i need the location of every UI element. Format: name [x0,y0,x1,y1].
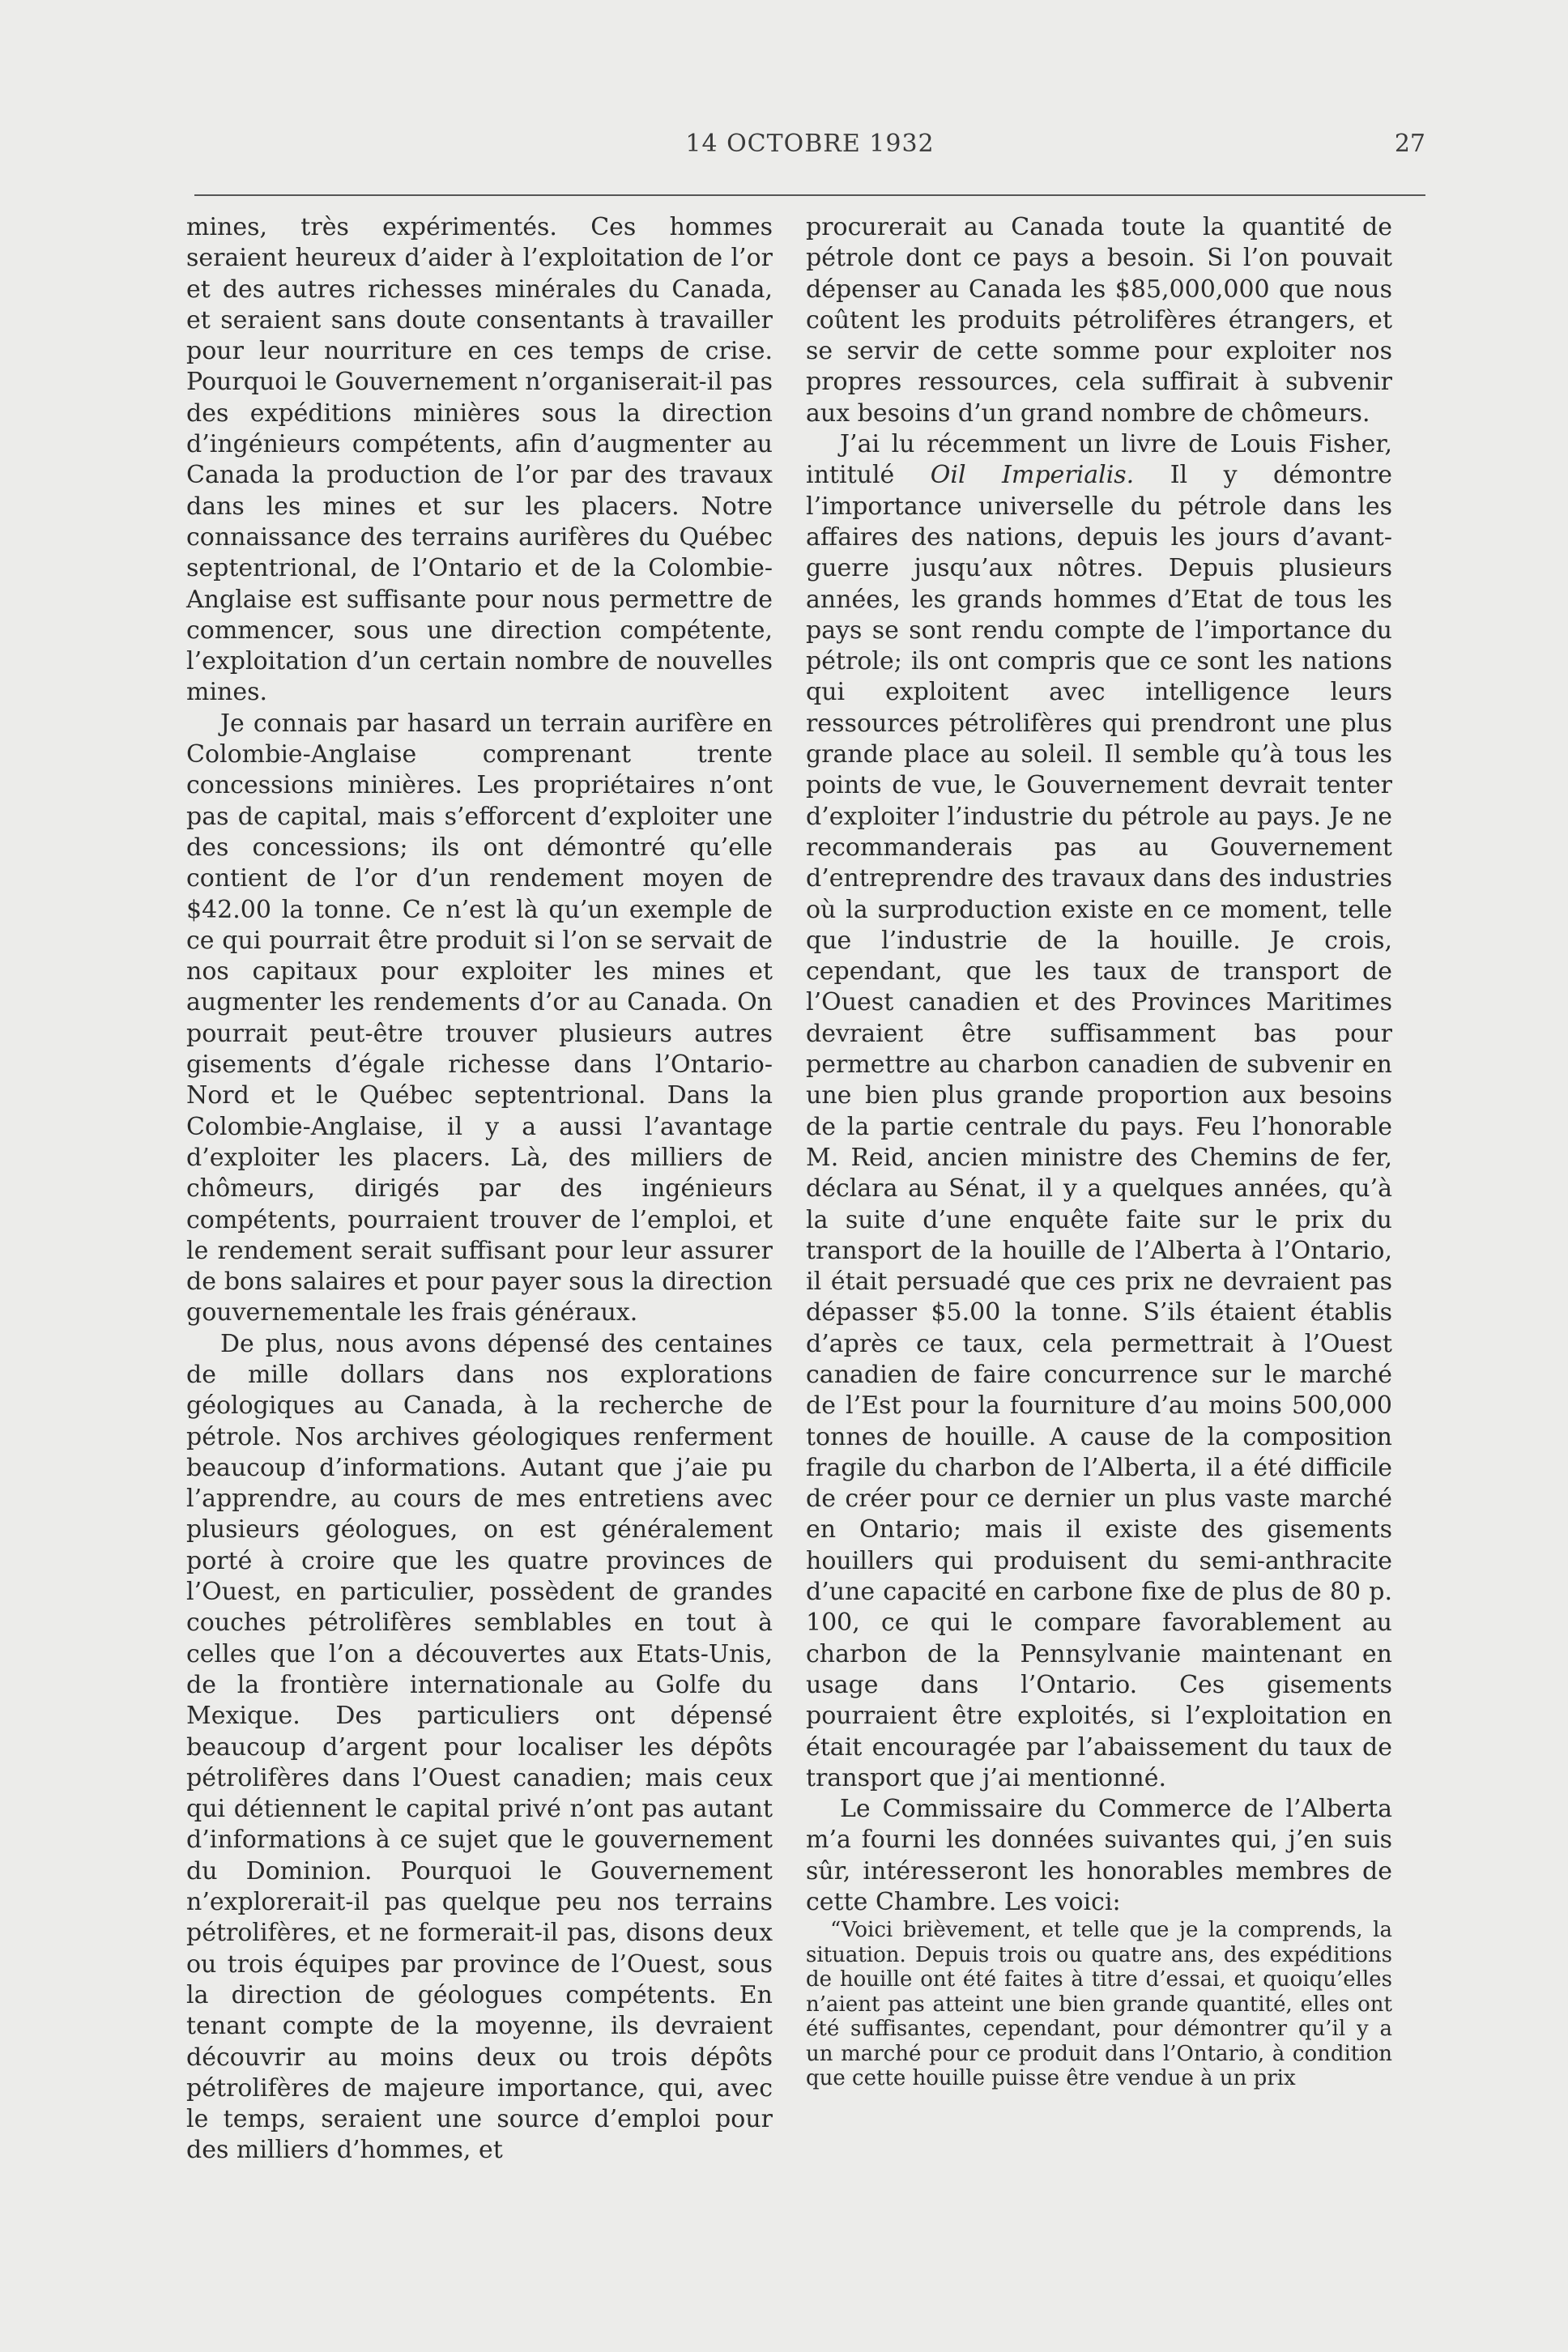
paragraph: Le Commissaire du Commerce de l’Alberta m’a fourni les données suivantes qui, j’en suis sûr, intéresseront les honorables membres de cette Chambre. Les voici: [806,1795,1392,1917]
paragraph-text: J’ai lu récemment un livre de Louis Fisher, intitulé [806,430,1392,490]
page-header [194,130,1425,170]
paragraph: procurerait au Canada toute la quantité de pétrole dont ce pays a besoin. Si l’on pouvait dépenser au Canada les $85,000,000 que nous coûtent les produits pétrolifères étrangers, et se servir de cette somme pour exploiter nos propres ressources, cela suffirait à subvenir aux besoins d’un grand nombre de chômeurs. [806,213,1392,428]
paragraph: mines, très expérimentés. Ces hommes seraient heureux d’aider à l’exploitation de l’or et des autres richesses minérales du Canada, et seraient sans doute consentants à travailler pour leur nourriture en ces temps de crise. Pourquoi le Gouvernement n’organiserait-il pas des expéditions minières sous la direction d’ingénieurs compétents, afin d’augmenter au Canada la production de l’or par des travaux dans les mines et sur les placers. Notre connaissance des terrains aurifères du Québec septentrional, de l’Ontario et de la Colombie-Anglaise est suffisante pour nous permettre de commencer, sous une direction compétente, l’exploitation d’un certain nombre de nouvelles mines. [186,213,773,707]
header-rule [194,194,1425,196]
book-title: Oil Imperialis. [930,461,1135,490]
header-date: 14 OCTOBRE 1932 [685,130,935,158]
paragraph-text: Il y démontre l’importance universelle du pétrole dans les affaires des nations, depuis les jours d’avant-guerre jusqu’aux nôtres. Depuis plusieurs années, les grands hommes d’Etat de tous les pays se sont rendu compte de l’importance du pétrole; ils ont compris que ce sont les nations qui exploitent avec intelligence leurs ressources pétrolifères qui prendront une plus grande place au soleil. Il semble qu’à tous les points de vue, le Gouvernement devrait tenter d’exploiter l’industrie du pétrole au pays. Je ne recommanderais pas au Gouvernement d’entreprendre des travaux dans des industries où la surproduction existe en ce moment, telle que l’industrie de la houille. Je crois, cependant, que les taux de transport de l’Ouest canadien et des Provinces Maritimes devraient être suffisamment bas pour permettre au charbon canadien de subvenir en une bien plus grande proportion aux besoins de la partie centrale du pays. Feu l’honorable M. Reid, ancien ministre des Chemins de fer, déclara au Sénat, il y a quelques années, qu’à la suite d’une enquête faite sur le prix du transport de la houille de l’Alberta à l’Ontario, il était persuadé que ces prix ne devraient pas dépasser $5.00 la tonne. S’ils étaient établis d’après ce taux, cela permettrait à l’Ouest canadien de faire concurrence sur le marché de l’Est pour la fourniture d’au moins 500,000 tonnes de houille. A cause de la composition fragile du charbon de l’Alberta, il a été difficile de créer pour ce dernier un plus vaste marché en Ontario; mais il existe des gisements houillers qui produisent du semi-anthracite d’une capacité en carbone fixe de plus de 80 p. 100, ce qui le compare favorablement au charbon de la Pennsylvanie maintenant en usage dans l’Ontario. Ces gisements pourraient être exploités, si l’exploitation en était encouragée par l’abaissement du taux de transport que j’ai mentionné. [806,461,1392,1792]
paragraph: De plus, nous avons dépensé des centaines de mille dollars dans nos explorations géologiques au Canada, à la recherche de pétrole. Nos archives géologiques renferment beaucoup d’informations. Autant que j’aie pu l’apprendre, au cours de mes entretiens avec plusieurs géologues, on est généralement porté à croire que les quatre provinces de l’Ouest, en particulier, possèdent de grandes couches pétrolifères semblables en tout à celles que l’on a découvertes aux Etats-Unis, de la frontière internationale au Golfe du Mexique. Des particuliers ont dépensé beaucoup d’argent pour localiser les dépôts pétrolifères dans l’Ouest canadien; mais ceux qui détiennent le capital privé n’ont pas autant d’informations à ce sujet que le gouvernement du Dominion. Pourquoi le Gouvernement n’explorerait-il pas quelque peu nos terrains pétrolifères, et ne formerait-il pas, disons deux ou trois équipes par province de l’Ouest, sous la direction de géologues compétents. En tenant compte de la moyenne, ils devraient découvrir au moins deux ou trois dépôts pétrolifères de majeure importance, qui, avec le temps, seraient une source d’emploi pour des milliers d’hommes, et [186,1329,773,2165]
page-number: 27 [1394,130,1425,158]
paragraph [806,429,1392,1794]
right-column [806,212,1392,2091]
left-column [186,212,773,2167]
paragraph: Je connais par hasard un terrain aurifère en Colombie-Anglaise comprenant trente concessions minières. Les propriétaires n’ont pas de capital, mais s’efforcent d’exploiter une des concessions; ils ont démontré qu’elle contient de l’or d’un rendement moyen de $42.00 la tonne. Ce n’est là qu’un exemple de ce qui pourrait être produit si l’on se servait de nos capitaux pour exploiter les mines et augmenter les rendements d’or au Canada. On pourrait peut-être trouver plusieurs autres gisements d’égale richesse dans l’Ontario-Nord et le Québec septentrional. Dans la Colombie-Anglaise, il y a aussi l’avantage d’exploiter les placers. Là, des milliers de chômeurs, dirigés par des ingénieurs compétents, pourraient trouver de l’emploi, et le rendement serait suffisant pour leur assurer de bons salaires et pour payer sous la direction gouvernementale les frais généraux. [186,709,773,1327]
quotation: “Voici brièvement, et telle que je la comprends, la situation. Depuis trois ou quatre ans, des expéditions de houille ont été faites à titre d’essai, et quoiqu’elles n’aient pas atteint une bien grande quantité, elles ont été suffisantes, cependant, pour démontrer qu’il y a un marché pour ce produit dans l’Ontario, à condition que cette houille puisse être vendue à un prix [806,1918,1392,2091]
